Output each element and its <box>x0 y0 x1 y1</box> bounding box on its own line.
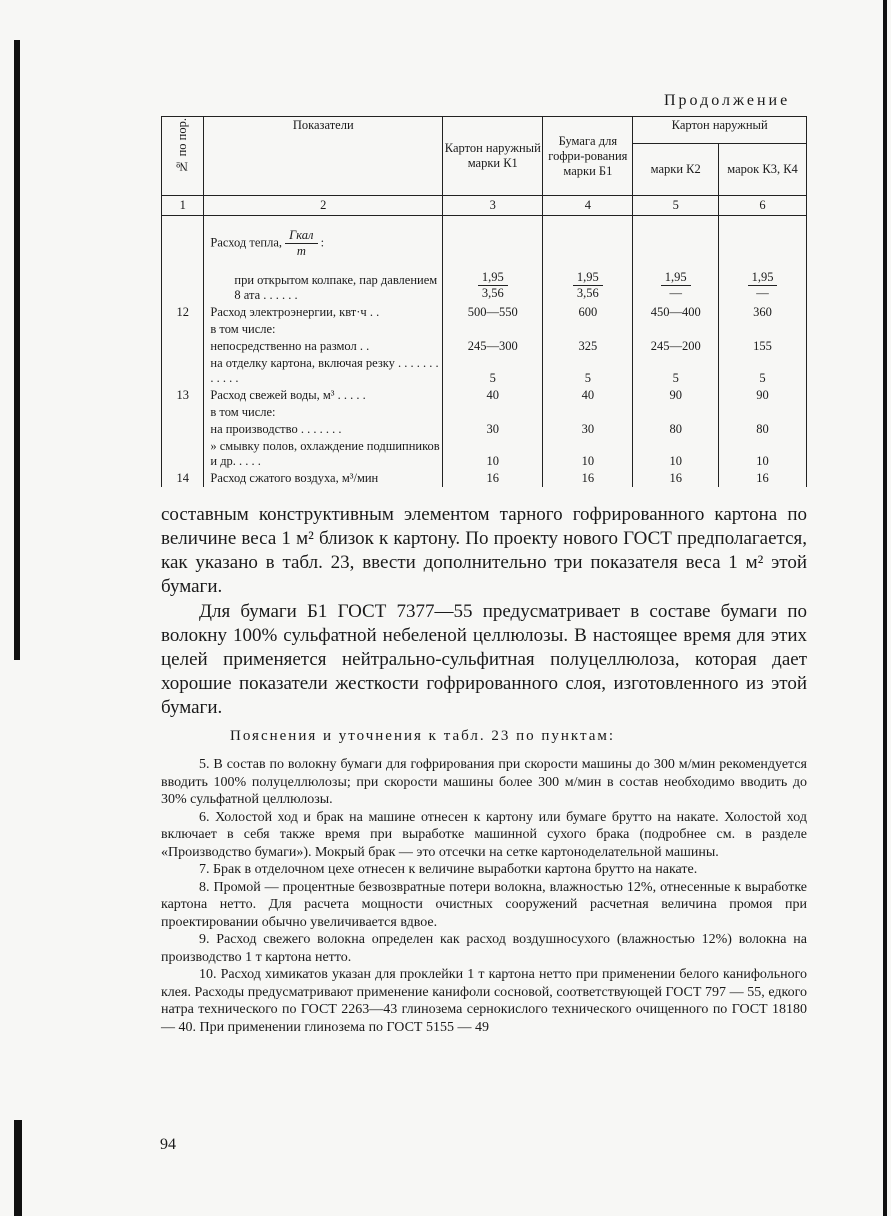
data-table <box>161 116 807 487</box>
continuation-header: Продолжение <box>664 92 791 109</box>
paragraph-1: составным конструктивным элементом тарного гофрированного картона по величине веса 1 м² близок к картону. По проекту нового ГОСТ предполагается, как указано в табл. 23, ввести дополнительно три показателя веса 1 м² этой бумаги. <box>161 504 807 597</box>
notes-title: Пояснения и уточнения к табл. 23 по пунктам: <box>230 728 616 744</box>
note-item: 7. Брак в отделочном цехе отнесен к величине выработки картона брутто на накате. <box>199 862 698 877</box>
scan-edge-left-bottom <box>14 1120 22 1216</box>
note-item: 5. В состав по волокну бумаги для гофрирования при скорости машины до 300 м/мин рекомендуется вводить 100% полуцеллюлозы; при скорости машины более 300 м/мин в состав необходимо вводить до 30% сульфатной целлюлозы. <box>161 757 807 807</box>
note-item: 6. Холостой ход и брак на машине отнесен к картону или бумаге брутто на накате. Холостой ход включает в себя также время при выработке машинной сухого брака (подробнее см. в разделе «Производство бумаги»). Мокрый брак — это отсечки на сетке картоноделательной машины. <box>161 809 807 860</box>
heat-row: Расход тепла, Гкал т : при открытом колпаке, пар давлением 8 ата . . . . . . 1,95 3,56 1,95 3,56 1,95 — 1,95 — <box>162 216 807 305</box>
scan-edge-right <box>883 0 887 1216</box>
col-k2-header: марки К2 <box>633 144 719 196</box>
col-k1-header: Картон наружный марки К1 <box>443 117 543 196</box>
col-no-header: № по пор. <box>162 117 204 196</box>
col-k34-header: марок К3, К4 <box>719 144 807 196</box>
notes-list <box>161 756 807 1036</box>
group-outer-header: Картон наружный <box>633 117 807 144</box>
page-number: 94 <box>160 1136 176 1153</box>
column-number-row: 1 2 3 4 5 6 <box>162 196 807 216</box>
table-row: непосредственно на размол . . 245—300 325 245—200 155 <box>162 338 807 355</box>
table-row: 12 Расход электроэнергии, квт·ч . . 500—550 600 450—400 360 <box>162 304 807 321</box>
table-row: 14 Расход сжатого воздуха, м³/мин 16 16 16 16 <box>162 470 807 487</box>
table-row: в том числе: <box>162 404 807 421</box>
table-row: 13 Расход свежей воды, м³ . . . . . 40 40 90 90 <box>162 387 807 404</box>
note-item: 8. Промой — процентные безвозвратные потери волокна, влажностью 12%, отнесенные к выработке картона нетто. Для расчета мощности очистных сооружений расчетная величина промоя при проектировании обычно увеличивается вдвое. <box>161 879 807 930</box>
table-row: » смывку полов, охлаждение подшипников и др. . . . . 10 10 10 10 <box>162 438 807 470</box>
scan-edge-left <box>14 40 20 660</box>
col-b1-header: Бумага для гофри-рования марки Б1 <box>543 117 633 196</box>
table-row: на отделку картона, включая резку . . . . . . . . . . . . 5 5 5 5 <box>162 355 807 387</box>
paragraph-2: Для бумаги Б1 ГОСТ 7377—55 предусматривает в составе бумаги по волокну 100% сульфатной небеленой целлюлозы. В настоящее время для этих целей применяется нейтрально-сульфитная полуцеллюлоза, которая дает хорошие показатели жесткости гофрированного слоя, изготовленного из этой бумаги. <box>161 601 807 718</box>
col-indicators-header: Показатели <box>204 117 443 196</box>
note-item: 9. Расход свежего волокна определен как расход воздушносухого (влажностью 12%) волокна на производство 1 т картона нетто. <box>161 932 807 965</box>
note-item: 10. Расход химикатов указан для проклейки 1 т картона нетто при применении белого канифольного клея. Расходы предусматривают применение канифоли сосновой, соответствующей ГОСТ 797 — 55, едкого натра технического по ГОСТ 2263—43 глинозема сернокислого технического очищенного по ГОСТ 18180 — 40. При применении глинозема по ГОСТ 5155 — 49 <box>161 967 807 1035</box>
table-row: в том числе: <box>162 321 807 338</box>
table-row: на производство . . . . . . . 30 30 80 80 <box>162 421 807 438</box>
